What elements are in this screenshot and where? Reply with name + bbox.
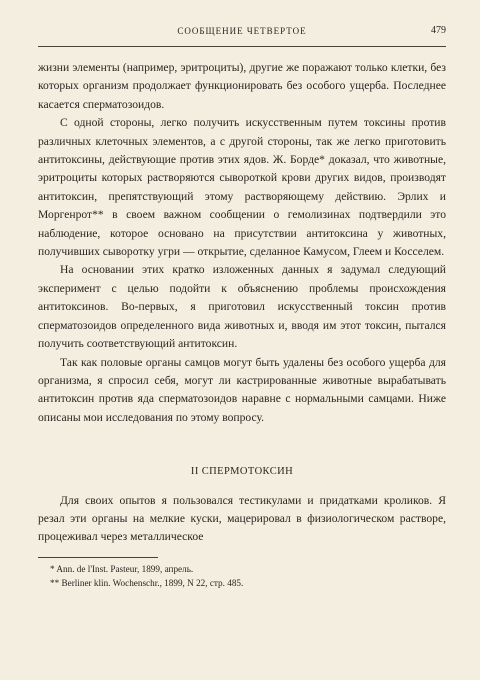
section-heading: II СПЕРМОТОКСИН	[190, 466, 294, 478]
running-head	[38, 24, 446, 47]
footnotes	[38, 562, 446, 590]
paragraph-toxins-antitoxins: С одной стороны, легко получить искусственным путем токсины против различных клеточных элементов, а с другой стороны, так же легко приготовить антитоксины, действующие против этих ядов. Ж. Борде* доказал, что животные, эритроциты которых растворяются сывороткой крови других видов, производят антитоксин, препятствующий этому растворяющему действию. Эрлих и Моргенрот** в своем важном сообщении о гемолизинах подтвердили это наблюдение, которое основано на присутствии антитоксина у животных, получивших сыворотку угри — открытие, сделанное Камусом, Глеем и Косселем.	[38, 116, 446, 259]
footnote-ehrlich: ** Berliner klin. Wochenschr., 1899, N 22, стр. 485.	[50, 577, 244, 588]
footnote-rule	[38, 557, 158, 558]
running-title: СООБЩЕНИЕ ЧЕТВЕРТОЕ	[177, 26, 307, 36]
footnote-bordet: * Ann. de l'Inst. Pasteur, 1899, апрель.	[50, 563, 194, 574]
paragraph-experiment-plan: На основании этих кратко изложенных данных я задумал следующий эксперимент с целью подойти к объяснению проблемы происхождения антитоксинов. Во-первых, я приготовил искусственный токсин против сперматозоидов определенного вида животных и, вводя им этот токсин, пытался получить соответствующий антитоксин.	[38, 263, 446, 351]
page-number: 479	[431, 25, 446, 36]
paragraph-castrated-animals: Так как половые органы самцов могут быть удалены без особого ущерба для организма, я спросил себя, могут ли кастрированные животные вырабатывать антитоксин против яда сперматозоидов наравне с нормальными самцами. Ниже описаны мои исследования по этому вопросу.	[38, 355, 446, 424]
paragraph-methods: Для своих опытов я пользовался тестикулами и придатками кроликов. Я резал эти органы на мелкие куски, мацерировал в физиологическом растворе, процеживал через металлическое	[38, 493, 446, 544]
body-text	[38, 59, 446, 547]
paragraph-continuation: жизни элементы (например, эритроциты), другие же поражают только клетки, без которых организм продолжает функционировать без особого ущерба. Последнее касается сперматозоидов.	[38, 61, 446, 111]
